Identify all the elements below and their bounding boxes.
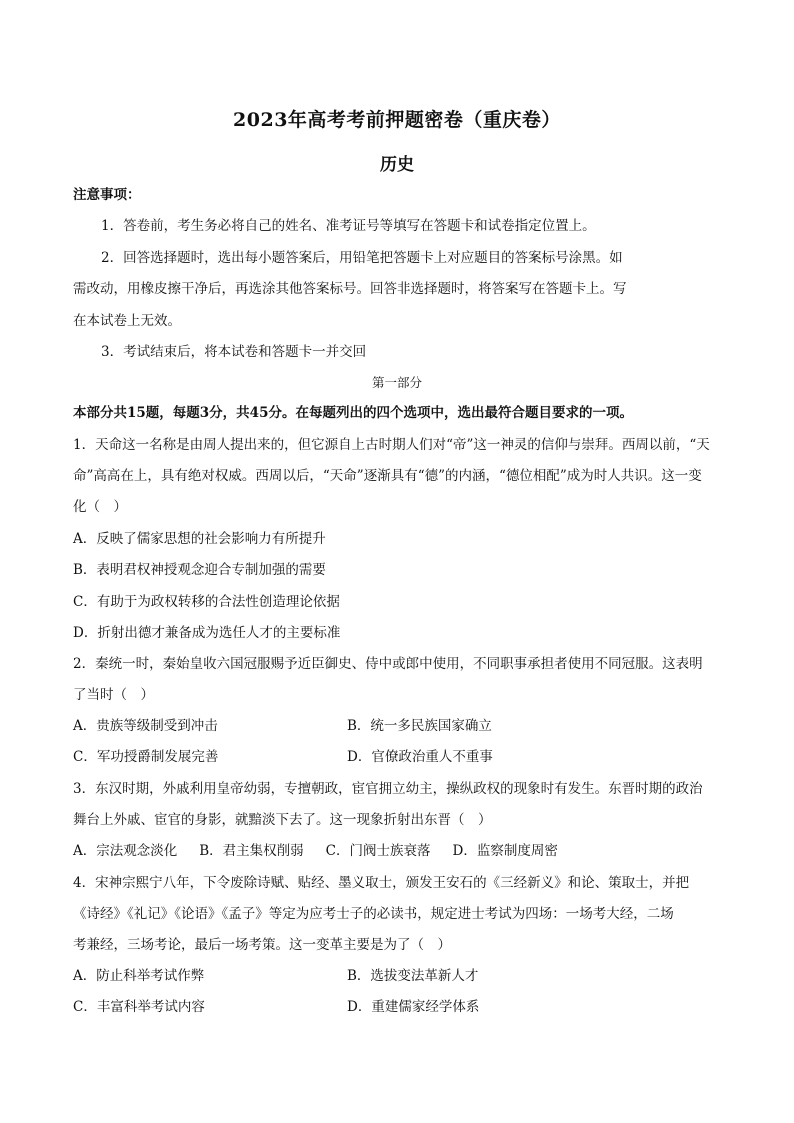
question-2-option-a: A．贵族等级制受到冲击 xyxy=(73,718,218,734)
part-heading: 第一部分 xyxy=(371,375,422,390)
question-1-stem-line: 命”高高在上，具有绝对权威。西周以后，“天命”逐渐具有“德”的内涵，“德位相配”成为时人共识。这一变 xyxy=(73,468,702,484)
notes-item-2-cont: 需改动，用橡皮擦干净后，再选涂其他答案标号。回答非选择题时，将答案写在答题卡上。写 xyxy=(73,281,627,297)
question-2-option-c: C．军功授爵制发展完善 xyxy=(73,749,219,765)
notes-item-2-end: 在本试卷上无效。 xyxy=(73,313,181,329)
question-3-option-d: D．监察制度周密 xyxy=(452,843,558,859)
question-4-stem-line: 考兼经，三场考论，最后一场考策。这一变革主要是为了（ ） xyxy=(73,937,451,953)
question-4-option-c: C．丰富科举考试内容 xyxy=(73,999,205,1015)
question-1-stem-line: 化（ ） xyxy=(73,499,127,515)
question-4-option-a: A．防止科举考试作弊 xyxy=(73,968,205,984)
notes-item-2: 2．回答选择题时，选出每小题答案后，用铅笔把答题卡上对应题目的答案标号涂黑。如 xyxy=(101,250,623,266)
question-2-stem-line: 了当时（ ） xyxy=(73,687,154,703)
subject-title: 历史 xyxy=(380,155,414,175)
question-4-stem-line: 4．宋神宗熙宁八年，下令废除诗赋、贴经、墨义取士，颁发王安石的《三经新义》和论、策取士，并把 xyxy=(73,875,690,891)
notes-item-3: 3．考试结束后，将本试卷和答题卡一并交回 xyxy=(101,344,367,360)
question-4-option-b: B．选拔变法革新人才 xyxy=(347,968,479,984)
part-intro: 本部分共15题，每题3分，共45分。在每题列出的四个选项中，选出最符合题目要求的一项。 xyxy=(73,405,633,421)
question-1-option-a: A．反映了儒家思想的社会影响力有所提升 xyxy=(73,531,326,547)
question-3-stem-line: 舞台上外戚、宦官的身影，就黯淡下去了。这一现象折射出东晋（ ） xyxy=(73,812,492,828)
question-3-option-b: B．君主集权削弱 xyxy=(199,843,304,859)
question-3-options-row xyxy=(73,842,558,860)
question-1-option-c: C．有助于为政权转移的合法性创造理论依据 xyxy=(73,594,340,610)
question-2-option-d: D．官僚政治重人不重事 xyxy=(347,749,493,765)
page-title: 2023年高考考前押题密卷（重庆卷） xyxy=(233,109,561,131)
notes-item-1: 1．答卷前，考生务必将自己的姓名、准考证号等填写在答题卡和试卷指定位置上。 xyxy=(101,218,596,234)
question-4-stem-line: 《诗经》《礼记》《论语》《孟子》等定为应考士子的必读书，规定进士考试为四场：一场考大经，二场 xyxy=(73,906,674,922)
question-3-stem-line: 3．东汉时期，外戚利用皇帝幼弱，专擅朝政，宦官拥立幼主，操纵政权的现象时有发生。东晋时期的政治 xyxy=(73,781,703,797)
question-1-option-b: B．表明君权神授观念迎合专制加强的需要 xyxy=(73,562,326,578)
question-2-option-b: B．统一多民族国家确立 xyxy=(347,718,492,734)
question-3-option-c: C．门阀士族衰落 xyxy=(325,843,431,859)
question-1-option-d: D．折射出德才兼备成为选任人才的主要标准 xyxy=(73,625,341,641)
question-3-option-a: A．宗法观念淡化 xyxy=(73,843,178,859)
question-1-stem-line: 1．天命这一名称是由周人提出来的，但它源自上古时期人们对“帝”这一神灵的信仰与崇拜。西周以前，“天 xyxy=(73,437,710,453)
question-4-option-d: D．重建儒家经学体系 xyxy=(347,999,480,1015)
question-2-stem-line: 2．秦统一时，秦始皇收六国冠服赐予近臣御史、侍中或郎中使用，不同职事承担者使用不同冠服。这表明 xyxy=(73,656,703,672)
notes-heading: 注意事项： xyxy=(73,187,141,203)
